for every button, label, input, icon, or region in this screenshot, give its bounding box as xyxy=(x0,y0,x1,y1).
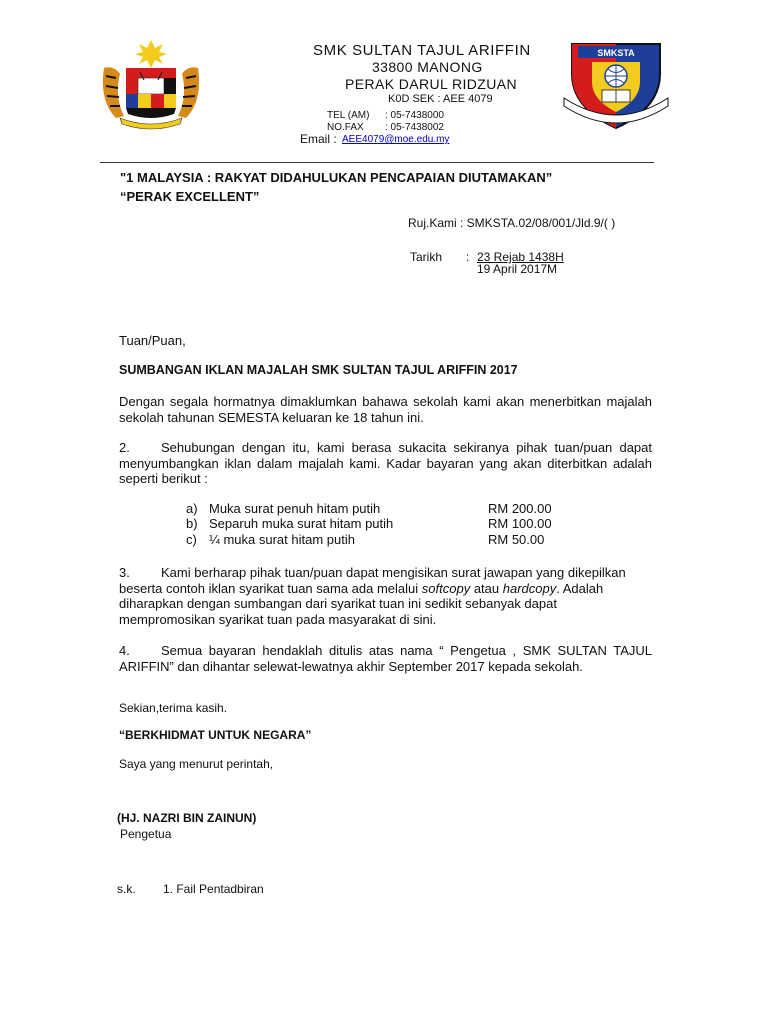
paragraph-3-text-b: atau xyxy=(470,580,503,596)
signatory-title: Pengetua xyxy=(120,827,172,841)
closing-obedient: Saya yang menurut perintah, xyxy=(119,757,274,771)
rate-item-letter: c) xyxy=(186,532,197,547)
softcopy-term: softcopy xyxy=(421,580,471,596)
address-line-1: 33800 MANONG xyxy=(372,59,483,75)
tel-value: : 05-7438000 xyxy=(385,110,444,121)
rate-item-desc: Separuh muka surat hitam putih xyxy=(209,516,394,531)
cc-label: s.k. xyxy=(117,882,136,896)
signatory-name: (HJ. NAZRI BIN ZAINUN) xyxy=(117,811,257,825)
header-divider xyxy=(100,162,654,163)
reference-number: Ruj.Kami : SMKSTA.02/08/001/Jld.9/( ) xyxy=(408,216,616,230)
salutation: Tuan/Puan, xyxy=(119,333,186,348)
rate-item-letter: b) xyxy=(186,516,198,531)
tel-label: TEL (AM) xyxy=(327,110,370,121)
date-colon: : xyxy=(466,250,470,264)
date-label: Tarikh xyxy=(410,250,443,264)
paragraph-4-number: 4. xyxy=(119,643,130,658)
paragraph-2-text: Sehubungan dengan itu, kami berasa sukacita sekiranya pihak tuan/puan dapat menyumbangkan iklan dalam majalah kami. Kadar bayaran yang akan diterbitkan adalah seperti berikut : xyxy=(119,440,652,486)
paragraph-3 xyxy=(119,565,652,627)
closing-slogan: “BERKHIDMAT UNTUK NEGARA” xyxy=(119,728,312,742)
paragraph-1: Dengan segala hormatnya dimaklumkan bahawa sekolah kami akan menerbitkan majalah sekolah tahunan SEMESTA keluaran ke 18 tahun ini. xyxy=(119,394,652,425)
address-line-2: PERAK DARUL RIDZUAN xyxy=(345,76,517,92)
date-hijri: 23 Rejab 1438H xyxy=(477,250,564,264)
paragraph-4 xyxy=(119,643,652,674)
school-code: K0D SEK : AEE 4079 xyxy=(388,93,493,105)
school-badge-logo xyxy=(562,36,670,132)
motto-perak-excellent: “PERAK EXCELLENT” xyxy=(120,189,260,204)
cc-item: 1. Fail Pentadbiran xyxy=(163,882,264,896)
email-link[interactable]: AEE4079@moe.edu.my xyxy=(342,134,450,145)
rate-item-desc: ¼ muka surat hitam putih xyxy=(209,532,355,547)
motto-1malaysia: "1 MALAYSIA : RAKYAT DIDAHULUKAN PENCAPAIAN DIUTAMAKAN” xyxy=(120,170,553,185)
paragraph-2-number: 2. xyxy=(119,440,130,455)
closing-thanks: Sekian,terima kasih. xyxy=(119,701,228,715)
date-gregorian: 19 April 2017M xyxy=(477,262,558,276)
paragraph-2 xyxy=(119,440,652,487)
paragraph-4-text: Semua bayaran hendaklah ditulis atas nama “ Pengetua , SMK SULTAN TAJUL ARIFFIN” dan dihantar selewat-lewatnya akhir September 2017 kepada sekolah. xyxy=(119,643,652,674)
school-name: SMK SULTAN TAJUL ARIFFIN xyxy=(313,42,531,59)
badge-title-text: SMKSTA xyxy=(597,48,635,58)
rate-item-price: RM 100.00 xyxy=(488,516,552,531)
fax-label: NO.FAX xyxy=(327,122,364,133)
paragraph-3-number: 3. xyxy=(119,565,130,580)
rate-item-letter: a) xyxy=(186,501,198,516)
rate-item-price: RM 200.00 xyxy=(488,501,552,516)
coat-of-arms-logo xyxy=(96,38,206,130)
paragraph-3-text-c: . Adalah diharapkan dengan sumbangan dari syarikat tuan ini sedikit sebanyak dapat mempromosikan syarikat tuan pada masyarakat di sini. xyxy=(119,580,604,627)
email-label: Email : xyxy=(300,132,337,146)
hardcopy-term: hardcopy xyxy=(502,580,557,596)
paragraph-3-text-a: Kami berharap pihak tuan/puan dapat mengisikan surat jawapan yang dikepilkan beserta contoh iklan syarikat tuan sama ada melalui xyxy=(119,565,626,596)
fax-value: : 05-7438002 xyxy=(385,122,444,133)
rate-item-desc: Muka surat penuh hitam putih xyxy=(209,501,381,516)
rate-item-price: RM 50.00 xyxy=(488,532,545,547)
letter-subject: SUMBANGAN IKLAN MAJALAH SMK SULTAN TAJUL ARIFFIN 2017 xyxy=(119,363,518,377)
